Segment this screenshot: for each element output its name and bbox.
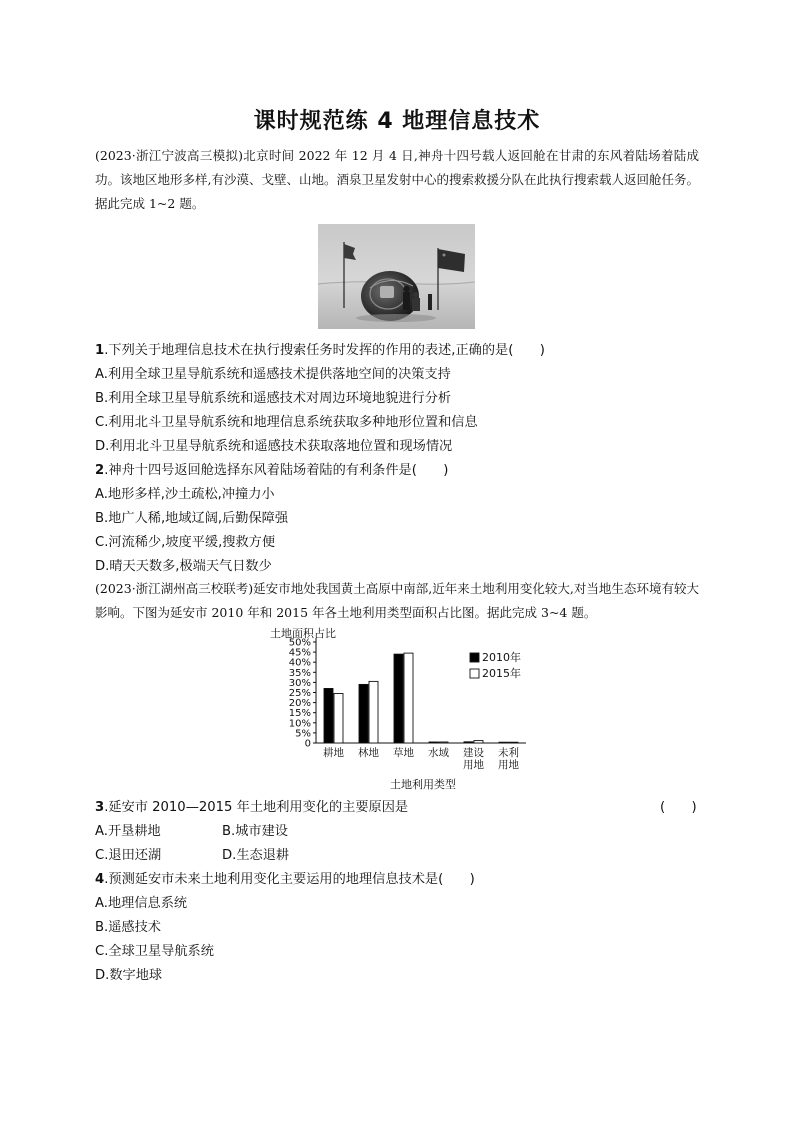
chart-legend-swatch [470, 669, 479, 678]
chart-y-tick-label: 50% [288, 637, 311, 649]
chart-y-tick-label: 10% [288, 718, 311, 730]
chart-category-label: 草地 [393, 747, 414, 759]
question-1-option-c: C.利用北斗卫星导航系统和地理信息系统获取多种地形位置和信息 [95, 415, 478, 430]
page-title: 课时规范练 4 地理信息技术 [253, 109, 541, 134]
question-2-option-c: C.河流稀少,坡度平缓,搜救方便 [95, 535, 276, 550]
question-4-option-b: B.遥感技术 [95, 920, 161, 935]
question-4-option-a: A.地理信息系统 [95, 896, 188, 911]
chart-y-tick-label: 40% [288, 657, 311, 669]
chart-y-tick-label: 5% [295, 728, 311, 740]
chart-bar-2015 [404, 653, 413, 743]
question-4-number: 4 [95, 872, 105, 887]
chart-bar-2010 [324, 688, 333, 743]
chart-y-tick-label: 15% [288, 708, 311, 720]
question-2-option-a: A.地形多样,沙土疏松,冲撞力小 [95, 487, 275, 502]
question-1-option-a: A.利用全球卫星导航系统和遥感技术提供落地空间的决策支持 [95, 367, 451, 382]
question-3-stem [95, 796, 408, 815]
chart-y-tick-label: 45% [288, 647, 311, 659]
chart-bar-2015 [509, 742, 518, 743]
chart-legend-label: 2010年 [482, 651, 521, 664]
question-2-stem [95, 459, 448, 478]
chart-x-axis-label: 土地利用类型 [390, 778, 456, 791]
question-2-option-b: B.地广人稀,地域辽阔,后勤保障强 [95, 511, 289, 526]
question-1-stem [95, 339, 545, 358]
chart-category-label: 建设 [463, 747, 484, 759]
chart-bar-2015 [334, 694, 343, 743]
question-2-number: 2 [95, 463, 105, 478]
chart-category-label: 用地 [498, 759, 519, 771]
land-use-bar-chart [266, 625, 536, 795]
chart-legend-swatch [470, 653, 479, 662]
question-1-option-b: B.利用全球卫星导航系统和遥感技术对周边环境地貌进行分析 [95, 391, 452, 406]
chart-category-label: 耕地 [323, 747, 344, 759]
question-4-option-c: C.全球卫星导航系统 [95, 944, 214, 959]
question-3-option-a: A.开垦耕地 [95, 824, 161, 839]
question-2-option-d: D.晴天天数多,极端天气日数少 [95, 559, 272, 574]
chart-bar-2010 [429, 742, 438, 743]
question-1-option-d: D.利用北斗卫星导航系统和遥感技术获取落地位置和现场情况 [95, 439, 453, 454]
question-3-option-b: B.城市建设 [222, 824, 288, 839]
chart-y-tick-label: 0 [304, 738, 311, 750]
chart-category-label: 用地 [463, 759, 484, 771]
question-4-stem [95, 868, 475, 887]
return-capsule-photo [318, 224, 475, 329]
question-3-number: 3 [95, 800, 105, 815]
question-4-text: .预测延安市未来土地利用变化主要运用的地理信息技术是( ) [104, 872, 475, 887]
chart-bar-2010 [359, 684, 368, 743]
question-1-text: .下列关于地理信息技术在执行搜索任务时发挥的作用的表述,正确的是( ) [104, 343, 545, 358]
question-1-number: 1 [95, 343, 105, 358]
question-3-text: .延安市 2010—2015 年土地利用变化的主要原因是 [104, 800, 409, 815]
chart-category-label: 水域 [428, 747, 449, 759]
chart-bar-2015 [474, 741, 483, 743]
question-2-text: .神舟十四号返回舱选择东风着陆场着陆的有利条件是( ) [104, 463, 449, 478]
chart-y-tick-label: 25% [288, 688, 311, 699]
intro-passage-2: (2023·浙江湖州高三校联考)延安市地处我国黄土高原中南部,近年来土地利用变化较大,对当地生态环境有较大影响。下图为延安市 2010 年和 2015 年各土地利用类型面积占比图。据此完成 3~4 题。 [95, 581, 699, 620]
chart-category-label: 未利 [498, 747, 519, 759]
question-3-option-d: D.生态退耕 [222, 848, 290, 863]
chart-bar-2015 [439, 742, 448, 743]
chart-bar-2010 [394, 654, 403, 743]
intro-passage-1: (2023·浙江宁波高三模拟)北京时间 2022 年 12 月 4 日,神舟十四号载人返回舱在甘肃的东风着陆场着陆成功。该地区地形多样,有沙漠、戈壁、山地。酒泉卫星发射中心的搜索救援分队在此执行搜索载人返回舱任务。据此完成 1~2 题。 [95, 148, 699, 211]
question-3-answer-bracket: ( ) [660, 800, 697, 815]
question-4-option-d: D.数字地球 [95, 968, 163, 983]
chart-y-tick-label: 20% [288, 698, 311, 710]
chart-bar-2010 [499, 742, 508, 743]
chart-category-label: 林地 [358, 747, 379, 759]
chart-bar-2010 [464, 742, 473, 743]
chart-legend-label: 2015年 [482, 667, 521, 680]
chart-y-tick-label: 35% [288, 667, 311, 679]
chart-bar-2015 [369, 681, 378, 743]
chart-y-axis-label: 土地面积占比 [270, 627, 336, 640]
chart-y-tick-label: 30% [288, 677, 311, 689]
question-3-option-c: C.退田还湖 [95, 848, 162, 863]
